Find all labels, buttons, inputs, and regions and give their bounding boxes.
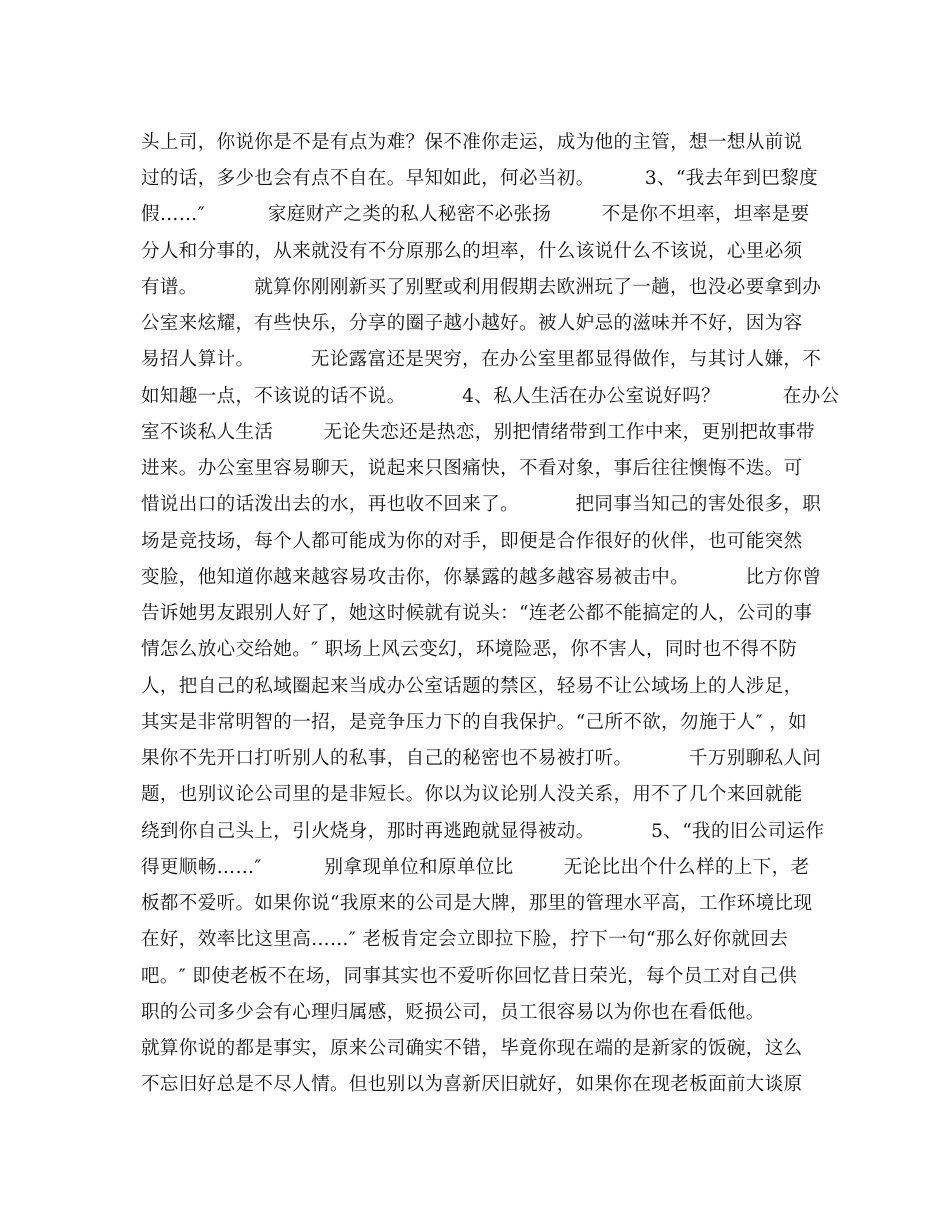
- text-line: 易招人算计。 无论露富还是哭穷，在办公室里都显得做作，与其讨人嫌，不: [141, 349, 822, 370]
- text-line: 分人和分事的，从来就没有不分原那么的坦率，什么该说什么不该说，心里必须: [141, 241, 803, 262]
- text-line: 果你不先开口打听别人的私事，自己的秘密也不易被打听。 千万别聊私人问: [141, 748, 822, 769]
- text-line: 其实是非常明智的一招，是竞争压力下的自我保护。“己所不欲，勿施于人″ ，如: [141, 712, 808, 733]
- text-line: 就算你说的都是事实，原来公司确实不错，毕竟你现在端的是新家的饭碗，这么: [141, 1038, 803, 1059]
- text-line: 场是竞技场，每个人都可能成为你的对手，即便是合作很好的伙伴，也可能突然: [141, 531, 803, 552]
- text-line: 如知趣一点，不该说的话不说。 4、私人生活在办公室说好吗？ 在办公: [141, 386, 840, 407]
- text-line: 假……″ 家庭财产之类的私人秘密不必张扬 不是你不坦率，坦率是要: [141, 204, 810, 225]
- text-line: 室不谈私人生活 无论失恋还是热恋，别把情绪带到工作中来，更别把故事带: [141, 422, 815, 443]
- text-line: 头上司，你说你是不是有点为难？保不准你走运，成为他的主管，想一想从前说: [141, 132, 803, 153]
- text-line: 职的公司多少会有心理归属感，贬损公司，员工很容易以为你也在看低他。: [141, 1002, 765, 1023]
- text-line: 情怎么放心交给她。″ 职场上风云变幻，环境险恶，你不害人，同时也不得不防: [141, 639, 798, 660]
- text-line: 变脸，他知道你越来越容易攻击你，你暴露的越多越容易被击中。 比方你曾: [141, 567, 822, 588]
- text-line: 板都不爱听。如果你说“我原来的公司是大牌，那里的管理水平高，工作环境比现: [141, 893, 813, 914]
- text-line: 吧。″ 即使老板不在场，同事其实也不爱听你回忆昔日荣光，每个员工对自己供: [141, 966, 798, 987]
- text-line: 公室来炫耀，有些快乐，分享的圈子越小越好。被人妒忌的滋味并不好，因为容: [141, 313, 803, 334]
- text-line: 进来。办公室里容易聊天，说起来只图痛快，不看对象，事后往往懊悔不迭。可: [141, 458, 803, 479]
- text-line: 绕到你自己头上，引火烧身，那时再逃跑就显得被动。 5、“我的旧公司运作: [141, 821, 825, 842]
- text-line: 过的话，多少也会有点不自在。早知如此，何必当初。 3、“我去年到巴黎度: [141, 168, 819, 189]
- text-line: 题，也别议论公司里的是非短长。你以为议论别人没关系，用不了几个来回就能: [141, 784, 803, 805]
- text-line: 有谱。 就算你刚刚新买了别墅或利用假期去欧洲玩了一趟，也没必要拿到办: [141, 277, 822, 298]
- text-line: 惜说出口的话泼出去的水，再也收不回来了。 把同事当知己的害处很多，职: [141, 494, 822, 515]
- text-line: 人，把自己的私域圈起来当成办公室话题的禁区，轻易不让公域场上的人涉足，: [141, 676, 803, 697]
- text-line: 得更顺畅……″ 别拿现单位和原单位比 无论比出个什么样的上下，老: [141, 857, 810, 878]
- text-line: 在好，效率比这里高……″ 老板肯定会立即拉下脸，拧下一句“那么好你就回去: [141, 929, 789, 950]
- text-line: 告诉她男友跟别人好了，她这时候就有说头：“连老公都不能搞定的人，公司的事: [141, 603, 813, 624]
- text-line: 不忘旧好总是不尽人情。但也别以为喜新厌旧就好，如果你在现老板面前大谈原: [141, 1074, 803, 1095]
